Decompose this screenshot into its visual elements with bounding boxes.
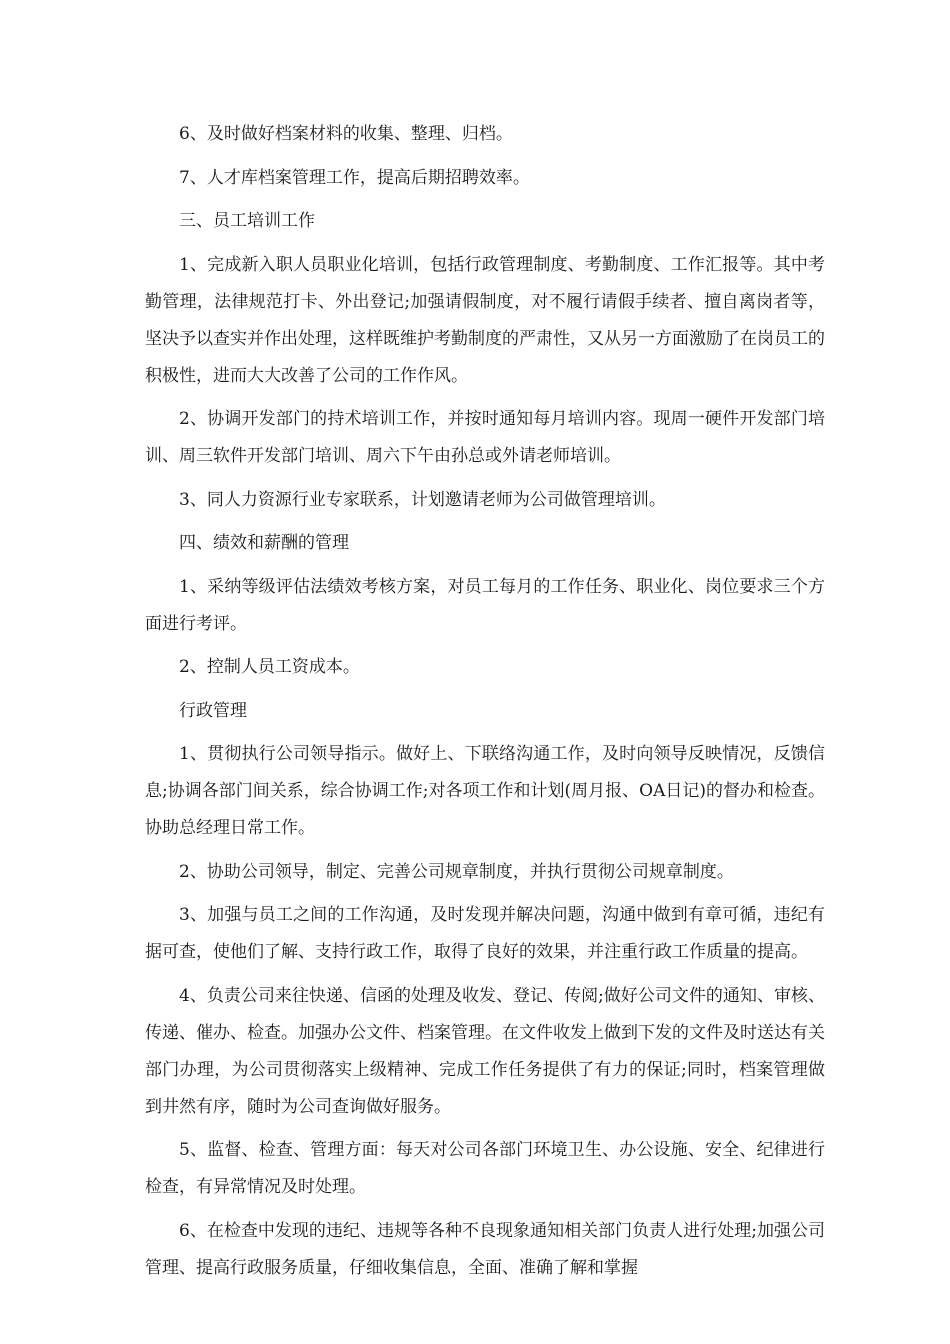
paragraph-4: 2、协调开发部门的持术培训工作，并按时通知每月培训内容。现周一硬件开发部门培训、周三软件开发部门培训、周六下午由孙总或外请老师培训。 <box>145 409 825 466</box>
paragraph-10: 3、加强与员工之间的工作沟通，及时发现并解决问题，沟通中做到有章可循，违纪有据可查，使他们了解、支持行政工作，取得了良好的效果，并注重行政工作质量的提高。 <box>145 905 825 963</box>
section-heading-admin: 行政管理 <box>179 700 247 721</box>
paragraph-9: 2、协助公司领导，制定、完善公司规章制度，并执行贯彻公司规章制度。 <box>179 861 734 882</box>
paragraph-11: 4、负责公司来往快递、信函的处理及收发、登记、传阅;做好公司文件的通知、审核、传递、催办、检查。加强办公文件、档案管理。在文件收发上做到下发的文件及时送达有关部门办理，为公司贯彻落实上级精神、完成工作任务提供了有力的保证;同时，档案管理做到井然有序，随时为公司查询做好服务。 <box>145 985 825 1117</box>
paragraph-13: 6、在检查中发现的违纪、违规等各种不良现象通知相关部门负责人进行处理;加强公司管理、提高行政服务质量，仔细收集信息，全面、准确了解和掌握 <box>145 1220 825 1278</box>
paragraph-6: 1、采纳等级评估法绩效考核方案，对员工每月的工作任务、职业化、岗位要求三个方面进行考评。 <box>145 576 825 634</box>
document-body <box>145 116 825 1293</box>
section-heading-training: 三、员工培训工作 <box>179 211 315 232</box>
paragraph-5: 3、同人力资源行业专家联系，计划邀请老师为公司做管理培训。 <box>179 489 666 510</box>
paragraph-8: 1、贯彻执行公司领导指示。做好上、下联络沟通工作，及时向领导反映情况，反馈信息;协调各部门间关系，综合协调工作;对各项工作和计划(周月报、OA日记)的督办和检查。协助总经理日常工作。 <box>145 744 825 839</box>
paragraph-3: 1、完成新入职人员职业化培训，包括行政管理制度、考勤制度、工作汇报等。其中考勤管理，法律规范打卡、外出登记;加强请假制度，对不履行请假手续者、擅自离岗者等，坚决予以查实并作出处理，这样既维护考勤制度的严肃性，又从另一方面激励了在岗员工的积极性，进而大大改善了公司的工作作风。 <box>145 254 825 386</box>
paragraph-7: 2、控制人员工资成本。 <box>179 657 360 678</box>
section-heading-performance: 四、绩效和薪酬的管理 <box>179 533 349 554</box>
paragraph-12: 5、监督、检查、管理方面：每天对公司各部门环境卫生、办公设施、安全、纪律进行检查，有异常情况及时处理。 <box>145 1140 825 1198</box>
paragraph-2: 7、人才库档案管理工作，提高后期招聘效率。 <box>179 167 530 188</box>
paragraph-1: 6、及时做好档案材料的收集、整理、归档。 <box>179 124 513 144</box>
